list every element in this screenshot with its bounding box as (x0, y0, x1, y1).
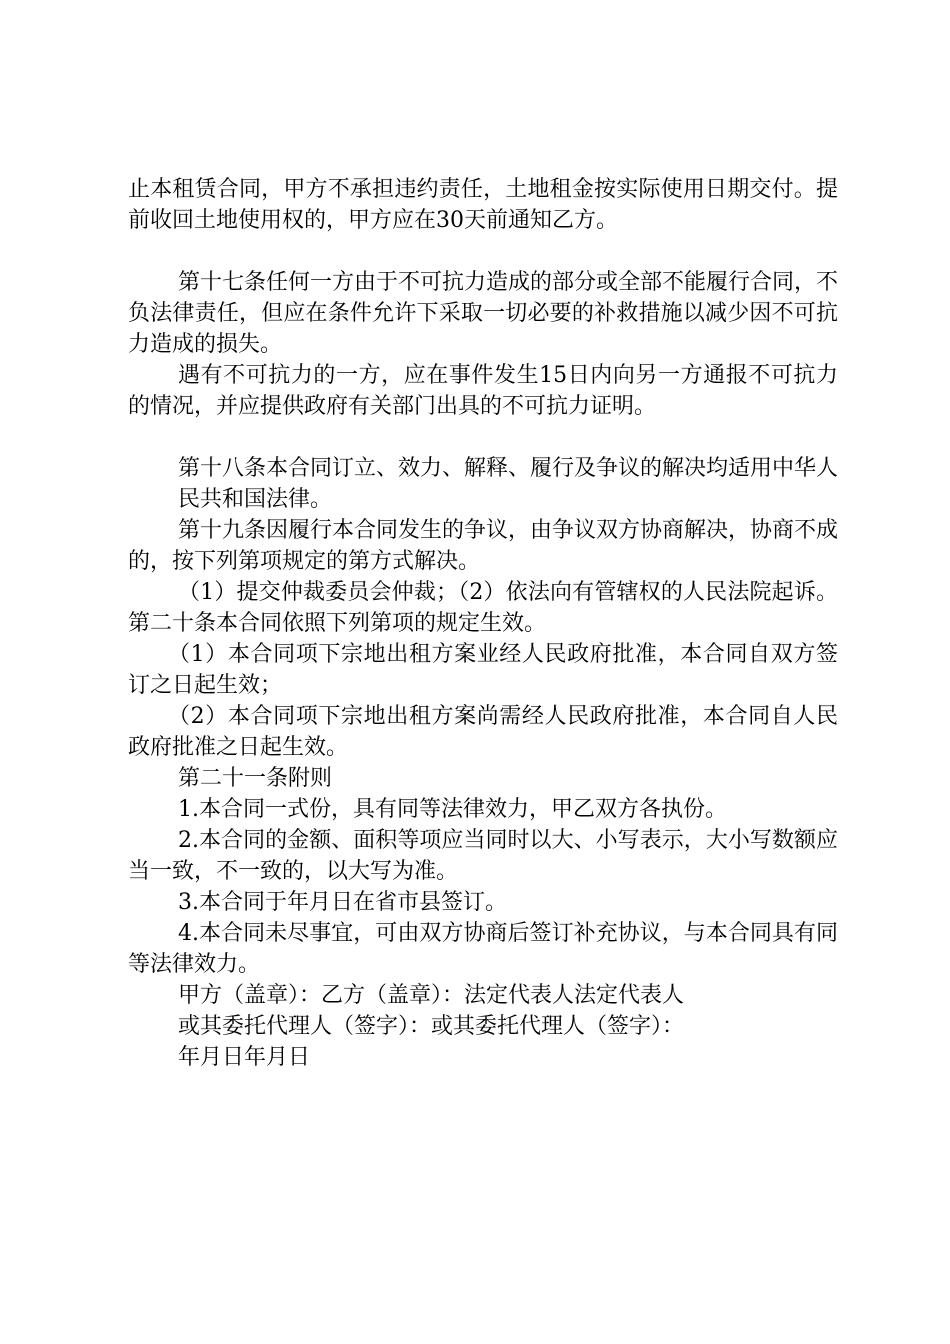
paragraph-force-majeure-notice: 遇有不可抗力的一方，应在事件发生15日内向另一方通报不可抗力的情况，并应提供政府有关部门出具的不可抗力证明。 (128, 363, 838, 419)
paragraph-article-18-cont: 民共和国法律。 (178, 487, 333, 512)
paragraph-gap (128, 422, 838, 453)
paragraph-effect-option-1: （1）本合同项下宗地出租方案业经人民政府批准，本合同自双方签订之日起生效； (128, 642, 838, 698)
paragraph-gap (128, 236, 838, 267)
paragraph-article-18: 第十八条本合同订立、效力、解释、履行及争议的解决均适用中华人 (178, 456, 839, 481)
signature-date-line: 年月日年月日 (178, 1045, 311, 1070)
paragraph-annex-4: 4.本合同未尽事宜，可由双方协商后签订补充协议，与本合同具有同等法律效力。 (128, 921, 838, 977)
paragraph-lease-termination: 止本租赁合同，甲方不承担违约责任，土地租金按实际使用日期交付。提前收回土地使用权的，甲方应在30天前通知乙方。 (128, 177, 838, 233)
document-body (128, 174, 838, 1073)
signature-agent-line: 或其委托代理人（签字）：或其委托代理人（签字）： (178, 1014, 685, 1039)
paragraph-annex-3: 3.本合同于年月日在省市县签订。 (178, 890, 507, 915)
paragraph-effect-option-2: （2）本合同项下宗地出租方案尚需经人民政府批准，本合同自人民政府批准之日起生效。 (128, 704, 838, 760)
paragraph-article-19: 第十九条因履行本合同发生的争议，由争议双方协商解决，协商不成的，按下列第项规定的第方式解决。 (128, 518, 839, 574)
paragraph-article-17: 第十七条任何一方由于不可抗力造成的部分或全部不能履行合同，不负法律责任，但应在条件允许下采取一切必要的补救措施以减少因不可抗力造成的损失。 (128, 270, 839, 357)
paragraph-article-21: 第二十一条附则 (178, 766, 333, 791)
paragraph-annex-2: 2.本合同的金额、面积等项应当同时以大、小写表示，大小写数额应当一致，不一致的，以大写为准。 (128, 828, 838, 884)
paragraph-dispute-options: （1）提交仲裁委员会仲裁；（2）依法向有管辖权的人民法院起诉。第二十条本合同依照下列第项的规定生效。 (128, 580, 838, 636)
paragraph-annex-1: 1.本合同一式份，具有同等法律效力，甲乙双方各执份。 (178, 797, 727, 822)
signature-party-line: 甲方（盖章）：乙方（盖章）：法定代表人法定代表人 (178, 983, 685, 1008)
